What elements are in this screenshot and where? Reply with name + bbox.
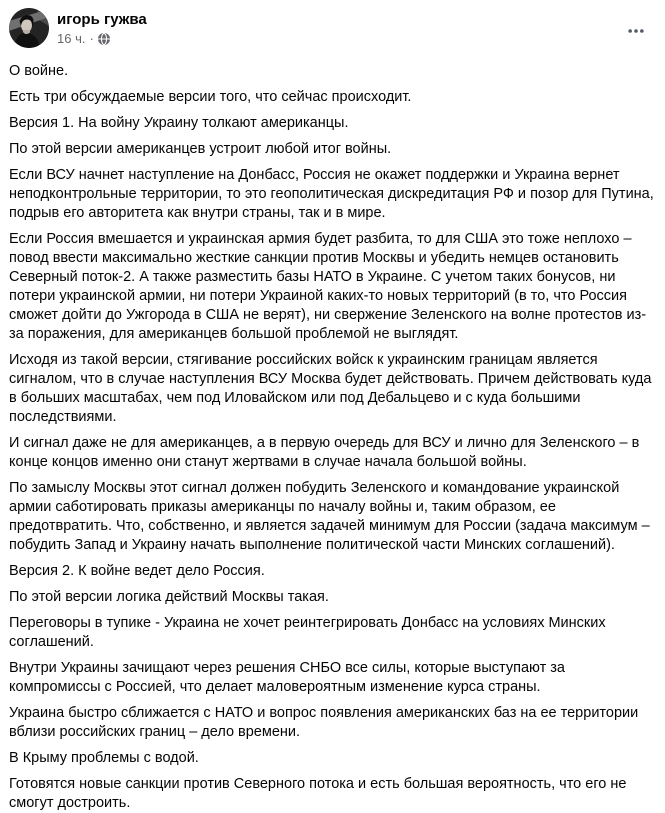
post-paragraph: И сигнал даже не для американцев, а в первую очередь для ВСУ и лично для Зеленского – в конце концов именно они станут жертвами в случае начала большой войны. (9, 435, 640, 470)
post-text (9, 62, 655, 813)
post-paragraph: По этой версии американцев устроит любой итог войны. (9, 141, 392, 157)
post-paragraph: Готовятся новые санкции против Северного потока и есть большая вероятность, что его не смогут достроить. (9, 776, 627, 811)
post-paragraph: Если Россия вмешается и украинская армия будет разбита, то для США это тоже неплохо – повод ввести максимально жесткие санкции против Москвы и убедить немцев остановить Северный поток-2. А также разместить базы НАТО в Украине. С учетом таких бонусов, ни потери украинской армии, ни потери Украиной каких-то новых территорий (в то, что Россия сможет дойти до Ужгорода в США не верят), ни свержение Зеленского на волне протестов из-за поражения, для американцев большой проблемой не выглядят. (9, 231, 647, 342)
author-name[interactable]: игорь гужва (57, 10, 147, 28)
post-paragraph: По этой версии логика действий Москвы такая. (9, 589, 329, 605)
post-header (9, 8, 655, 48)
post-header-meta (57, 10, 147, 47)
meta-separator: · (89, 30, 94, 46)
avatar-portrait-image (9, 8, 49, 48)
post-paragraph: Есть три обсуждаемые версии того, что сейчас происходит. (9, 89, 412, 105)
post-paragraph: По замыслу Москвы этот сигнал должен побудить Зеленского и командование украинской армии саботировать приказы американцы по началу войны и, таким образом, ее предотвратить. Что, собственно, и является задачей минимум для России (задача максимум – побудить Запад и Украину начать выполнение политической части Минских соглашений). (9, 480, 650, 553)
timestamp[interactable]: 16 ч. (57, 30, 86, 46)
post-paragraph: О войне. (9, 63, 69, 79)
post-paragraph: Версия 2. К войне ведет дело Россия. (9, 563, 265, 579)
post-paragraph: Украина быстро сближается с НАТО и вопрос появления американских баз на ее территории вблизи российских границ – дело времени. (9, 705, 639, 740)
post-paragraph: В Крыму проблемы с водой. (9, 750, 199, 766)
three-dots-icon (627, 22, 645, 40)
post-paragraph: Переговоры в тупике - Украина не хочет реинтегрировать Донбасс на условиях Минских соглашений. (9, 615, 606, 650)
post-paragraph: Внутри Украины зачищают через решения СНБО все силы, которые выступают за компромиссы с Россией, что делает маловероятным изменение курса страны. (9, 660, 565, 695)
globe-icon (98, 33, 110, 45)
more-options-button[interactable] (619, 14, 653, 48)
post-meta-row (57, 31, 147, 47)
post-paragraph: Если ВСУ начнет наступление на Донбасс, Россия не окажет поддержки и Украина вернет неподконтрольные территории, то это геополитическая дискредитация РФ и позор для Путина, подрыв его авторитета как внутри страны, так и в мире. (9, 167, 654, 221)
post-paragraph: Исходя из такой версии, стягивание российских войск к украинским границам является сигналом, что в случае наступления ВСУ Москва будет действовать. Причем действовать куда в больших масштабах, чем под Иловайском или под Дебальцево и с куда большими последствиями. (9, 352, 652, 425)
avatar[interactable] (9, 8, 49, 48)
post-paragraph: Версия 1. На войну Украину толкают американцы. (9, 115, 349, 131)
